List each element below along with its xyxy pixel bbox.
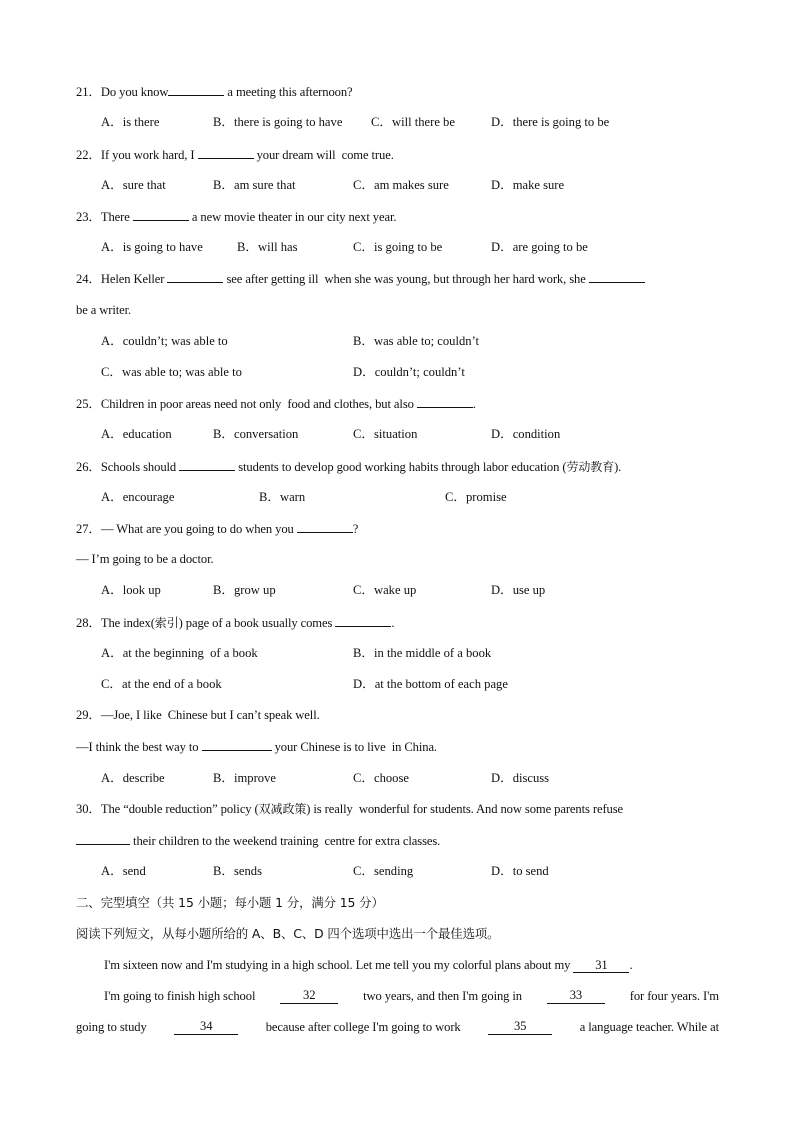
answer-blank: [335, 614, 391, 627]
question-30: [76, 801, 623, 817]
option-b: B．conversation: [213, 427, 299, 441]
option-c: C．situation: [353, 427, 418, 441]
option-a: A．sure that: [101, 178, 166, 192]
answer-blank: [168, 83, 224, 96]
question-number: 23．: [76, 210, 101, 224]
question-text: ) page of a book usually comes: [178, 616, 336, 630]
option-c: C．will there be: [371, 115, 455, 129]
option-d: D．discuss: [491, 771, 550, 785]
option-b: B．there is going to have: [213, 115, 343, 129]
option-b: B．improve: [213, 771, 276, 785]
option-d: D．are going to be: [491, 240, 588, 254]
question-text: Helen Keller: [100, 272, 168, 286]
passage-text: I'm going to finish high school: [104, 989, 259, 1003]
option-a: A．education: [101, 427, 172, 441]
question-30-line-2: [76, 832, 440, 849]
question-number: 27．: [76, 522, 101, 536]
question-text: a meeting this afternoon?: [224, 85, 353, 99]
cloze-blank-31: 31: [573, 958, 629, 973]
question-26: [76, 458, 621, 475]
question-number: 29．: [76, 708, 101, 722]
option-b: B．will has: [237, 240, 298, 254]
option-a: A．is going to have: [101, 240, 203, 254]
option-c: C．was able to; was able to: [101, 365, 242, 379]
option-b: B．sends: [213, 864, 262, 878]
answer-blank: [179, 458, 235, 471]
question-24-line-2: be a writer.: [76, 303, 132, 317]
question-number: 25．: [76, 397, 101, 411]
option-b: B．am sure that: [213, 178, 296, 192]
question-number: 30．: [76, 802, 101, 816]
question-text: students to develop good working habits through labor education (: [235, 460, 567, 474]
question-text: Do you know: [100, 85, 169, 99]
chinese-gloss: 劳动教育: [566, 460, 615, 474]
question-text: .: [472, 397, 476, 411]
option-b: B．warn: [259, 490, 306, 504]
passage-text: for four years. I'm: [626, 989, 719, 1003]
option-d: D．condition: [491, 427, 561, 441]
option-a: A．encourage: [101, 490, 175, 504]
question-24: [76, 270, 645, 287]
passage-line-2: [104, 988, 719, 1004]
option-d: D．at the bottom of each page: [353, 677, 508, 691]
option-c: C．wake up: [353, 583, 417, 597]
answer-blank: [167, 270, 223, 283]
question-text: — What are you going to do when you: [100, 522, 297, 536]
passage-text: a language teacher. While at: [576, 1020, 719, 1034]
cloze-blank-32: 32: [280, 988, 338, 1004]
passage-text: I'm sixteen now and I'm studying in a high school. Let me tell you my colorful plans about my: [104, 958, 574, 972]
option-c: C．sending: [353, 864, 414, 878]
question-text: ) is really wonderful for students. And now some parents refuse: [306, 802, 624, 816]
question-number: 22．: [76, 148, 101, 162]
question-28: [76, 614, 394, 631]
question-21: [76, 83, 353, 100]
question-27: [76, 520, 358, 537]
question-text: The “double reduction” policy (: [100, 802, 259, 816]
option-d: D．couldn’t; couldn’t: [353, 365, 465, 379]
question-text: see after getting ill when she was young, but through her hard work, she: [223, 272, 589, 286]
option-d: D．to send: [491, 864, 549, 878]
answer-blank: [297, 520, 353, 533]
question-29: [76, 707, 320, 723]
option-c: C．is going to be: [353, 240, 443, 254]
answer-blank: [133, 208, 189, 221]
question-text: —Joe, I like Chinese but I can’t speak well.: [100, 708, 320, 722]
passage-text: going to study: [76, 1020, 150, 1034]
question-number: 26．: [76, 460, 101, 474]
option-a: A．look up: [101, 583, 161, 597]
option-c: C．am makes sure: [353, 178, 449, 192]
option-a: A．is there: [101, 115, 160, 129]
answer-blank: [202, 738, 272, 751]
option-d: D．there is going to be: [491, 115, 610, 129]
question-text: The index(: [100, 616, 155, 630]
option-a: A．at the beginning of a book: [101, 646, 258, 660]
option-b: B．in the middle of a book: [353, 646, 492, 660]
question-text: Children in poor areas need not only food and clothes, but also: [100, 397, 417, 411]
question-text: your Chinese is to live in China.: [271, 740, 437, 754]
cloze-blank-33: 33: [547, 988, 605, 1004]
question-22: [76, 146, 394, 163]
option-c: C．at the end of a book: [101, 677, 222, 691]
question-text: their children to the weekend training centre for extra classes.: [130, 834, 441, 848]
section-title: 二、完型填空（共 15 小题；每小题 1 分，满分 15 分）: [76, 895, 384, 910]
question-text: —I think the best way to: [76, 740, 202, 754]
option-c: C．promise: [445, 490, 507, 504]
question-number: 24．: [76, 272, 101, 286]
question-number: 28．: [76, 616, 101, 630]
question-29-line-2: [76, 738, 437, 755]
answer-blank: [589, 270, 645, 283]
cloze-blank-35: 35: [488, 1019, 552, 1035]
answer-blank: [198, 146, 254, 159]
option-a: A．send: [101, 864, 146, 878]
option-b: B．grow up: [213, 583, 276, 597]
passage-line-1: I'm sixteen now and I'm studying in a high school. Let me tell you my colorful plans about my 31 .: [104, 958, 633, 972]
option-d: D．make sure: [491, 178, 565, 192]
question-23: [76, 208, 396, 225]
cloze-blank-34: 34: [174, 1019, 238, 1035]
question-text: ).: [614, 460, 622, 474]
passage-line-3: [76, 1019, 719, 1035]
chinese-gloss: 索引: [154, 616, 179, 630]
question-text: If you work hard, I: [100, 148, 198, 162]
question-text: There: [100, 210, 133, 224]
chinese-gloss: 双减政策: [258, 802, 307, 816]
question-number: 21．: [76, 85, 101, 99]
question-text: Schools should: [100, 460, 180, 474]
question-27-line-2: — I’m going to be a doctor.: [76, 552, 214, 566]
answer-blank: [417, 395, 473, 408]
option-c: C．choose: [353, 771, 409, 785]
section-instruction: 阅读下列短文，从每小题所给的 A、B、C、D 四个选项中选出一个最佳选项。: [76, 926, 500, 941]
question-text: .: [391, 616, 395, 630]
answer-blank: [76, 832, 130, 845]
option-a: A．couldn’t; was able to: [101, 334, 228, 348]
question-text: your dream will come true.: [253, 148, 394, 162]
question-text: a new movie theater in our city next year.: [188, 210, 397, 224]
passage-text: because after college I'm going to work: [262, 1020, 464, 1034]
option-b: B．was able to; couldn’t: [353, 334, 480, 348]
option-a: A．describe: [101, 771, 165, 785]
passage-text: two years, and then I'm going in: [360, 989, 526, 1003]
question-25: [76, 395, 476, 412]
question-text: ?: [352, 522, 359, 536]
option-d: D．use up: [491, 583, 546, 597]
